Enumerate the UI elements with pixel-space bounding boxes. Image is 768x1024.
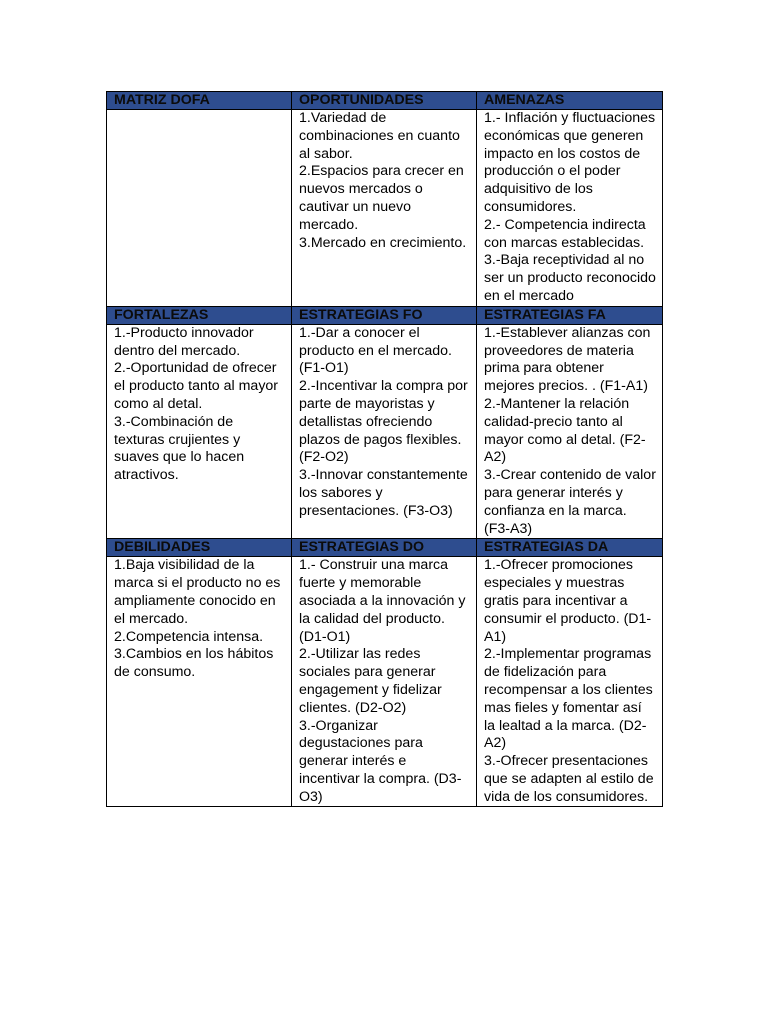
cell-estrategias-do xyxy=(292,557,477,807)
oportunidad-item-2: 2.Espacios para crecer en nuevos mercados o cautivar un nuevo mercado. xyxy=(299,163,464,233)
header-oportunidades: OPORTUNIDADES xyxy=(292,92,477,110)
debilidad-item-1: 1.Baja visibilidad de la marca si el producto no es ampliamente conocido en el mercado. xyxy=(114,557,281,627)
header-row-2 xyxy=(107,306,663,324)
cell-amenazas xyxy=(477,110,663,307)
estrategia-da-item-3: 3.-Ofrecer presentaciones que se adapten al estilo de vida de los consumidores. xyxy=(484,753,654,805)
header-debilidades: DEBILIDADES xyxy=(107,539,292,557)
content-row-2 xyxy=(107,324,663,539)
header-estrategias-do: ESTRATEGIAS DO xyxy=(292,539,477,557)
estrategia-fo-item-2: 2.-Incentivar la compra por parte de mayoristas y detallistas ofreciendo plazos de pagos flexibles. (F2-O2) xyxy=(299,378,468,466)
header-fortalezas: FORTALEZAS xyxy=(107,306,292,324)
estrategia-fo-item-3: 3.-Innovar constantemente los sabores y presentaciones. (F3-O3) xyxy=(299,467,468,519)
cell-estrategias-fa xyxy=(477,324,663,539)
header-amenazas: AMENAZAS xyxy=(477,92,663,110)
estrategia-do-item-2: 2.-Utilizar las redes sociales para generar engagement y fidelizar clientes. (D2-O2) xyxy=(299,646,442,716)
cell-oportunidades xyxy=(292,110,477,307)
cell-fortalezas xyxy=(107,324,292,539)
estrategia-fa-item-1: 1.-Establever alianzas con proveedores de materia prima para obtener mejores precios. . (F1-A1) xyxy=(484,324,651,395)
estrategia-fa-item-3: 3.-Crear contenido de valor para generar interés y confianza en la marca. (F3-A3) xyxy=(484,467,656,537)
header-estrategias-fo: ESTRATEGIAS FO xyxy=(292,306,477,324)
cell-debilidades xyxy=(107,557,292,807)
estrategia-do-item-1: 1.- Construir una marca fuerte y memorable asociada a la innovación y la calidad del producto. (D1-O1) xyxy=(299,557,466,645)
content-row-3 xyxy=(107,557,663,807)
estrategia-do-item-3: 3.-Organizar degustaciones para generar interés e incentivar la compra. (D3-O3) xyxy=(299,717,462,805)
oportunidad-item-1: 1.Variedad de combinaciones en cuanto al sabor. xyxy=(299,110,460,162)
header-estrategias-da: ESTRATEGIAS DA xyxy=(477,539,663,557)
cell-estrategias-fo xyxy=(292,324,477,539)
estrategia-fo-item-1: 1.-Dar a conocer el producto en el mercado. (F1-O1) xyxy=(299,324,453,377)
oportunidad-item-3: 3.Mercado en crecimiento. xyxy=(299,234,467,251)
estrategia-da-item-1: 1.-Ofrecer promociones especiales y muestras gratis para incentivar a consumir el producto. (D1-A1) xyxy=(484,557,652,645)
amenaza-item-3: 3.-Baja receptividad al no ser un producto reconocido en el mercado xyxy=(484,252,656,304)
debilidad-item-3: 3.Cambios en los hábitos de consumo. xyxy=(114,646,274,681)
amenaza-item-2: 2.- Competencia indirecta con marcas establecidas. xyxy=(484,216,646,251)
header-row-3 xyxy=(107,539,663,557)
header-row-1 xyxy=(107,92,663,110)
content-row-1 xyxy=(107,110,663,307)
fortaleza-item-1: 1.-Producto innovador dentro del mercado. xyxy=(114,324,254,359)
estrategia-fa-item-2: 2.-Mantener la relación calidad-precio tanto al mayor como al detal. (F2-A2) xyxy=(484,395,646,466)
header-estrategias-fa: ESTRATEGIAS FA xyxy=(477,306,663,324)
amenaza-item-1: 1.- Inflación y fluctuaciones económicas que generen impacto en los costos de producción o el poder adquisitivo de los consumidores. xyxy=(484,110,656,215)
estrategia-da-item-2: 2.-Implementar programas de fidelización para recompensar a los clientes mas fieles y fomentar así la lealtad a la marca. (D2-A2) xyxy=(484,646,653,752)
cell-empty xyxy=(107,110,292,307)
header-matriz-dofa: MATRIZ DOFA xyxy=(107,92,292,110)
fortaleza-item-3: 3.-Combinación de texturas crujientes y suaves que lo hacen atractivos. xyxy=(114,413,245,484)
debilidad-item-2: 2.Competencia intensa. xyxy=(114,628,264,645)
cell-estrategias-da xyxy=(477,557,663,807)
dofa-matrix-table xyxy=(106,91,663,807)
fortaleza-item-2: 2.-Oportunidad de ofrecer el producto tanto al mayor como al detal. xyxy=(114,360,279,412)
